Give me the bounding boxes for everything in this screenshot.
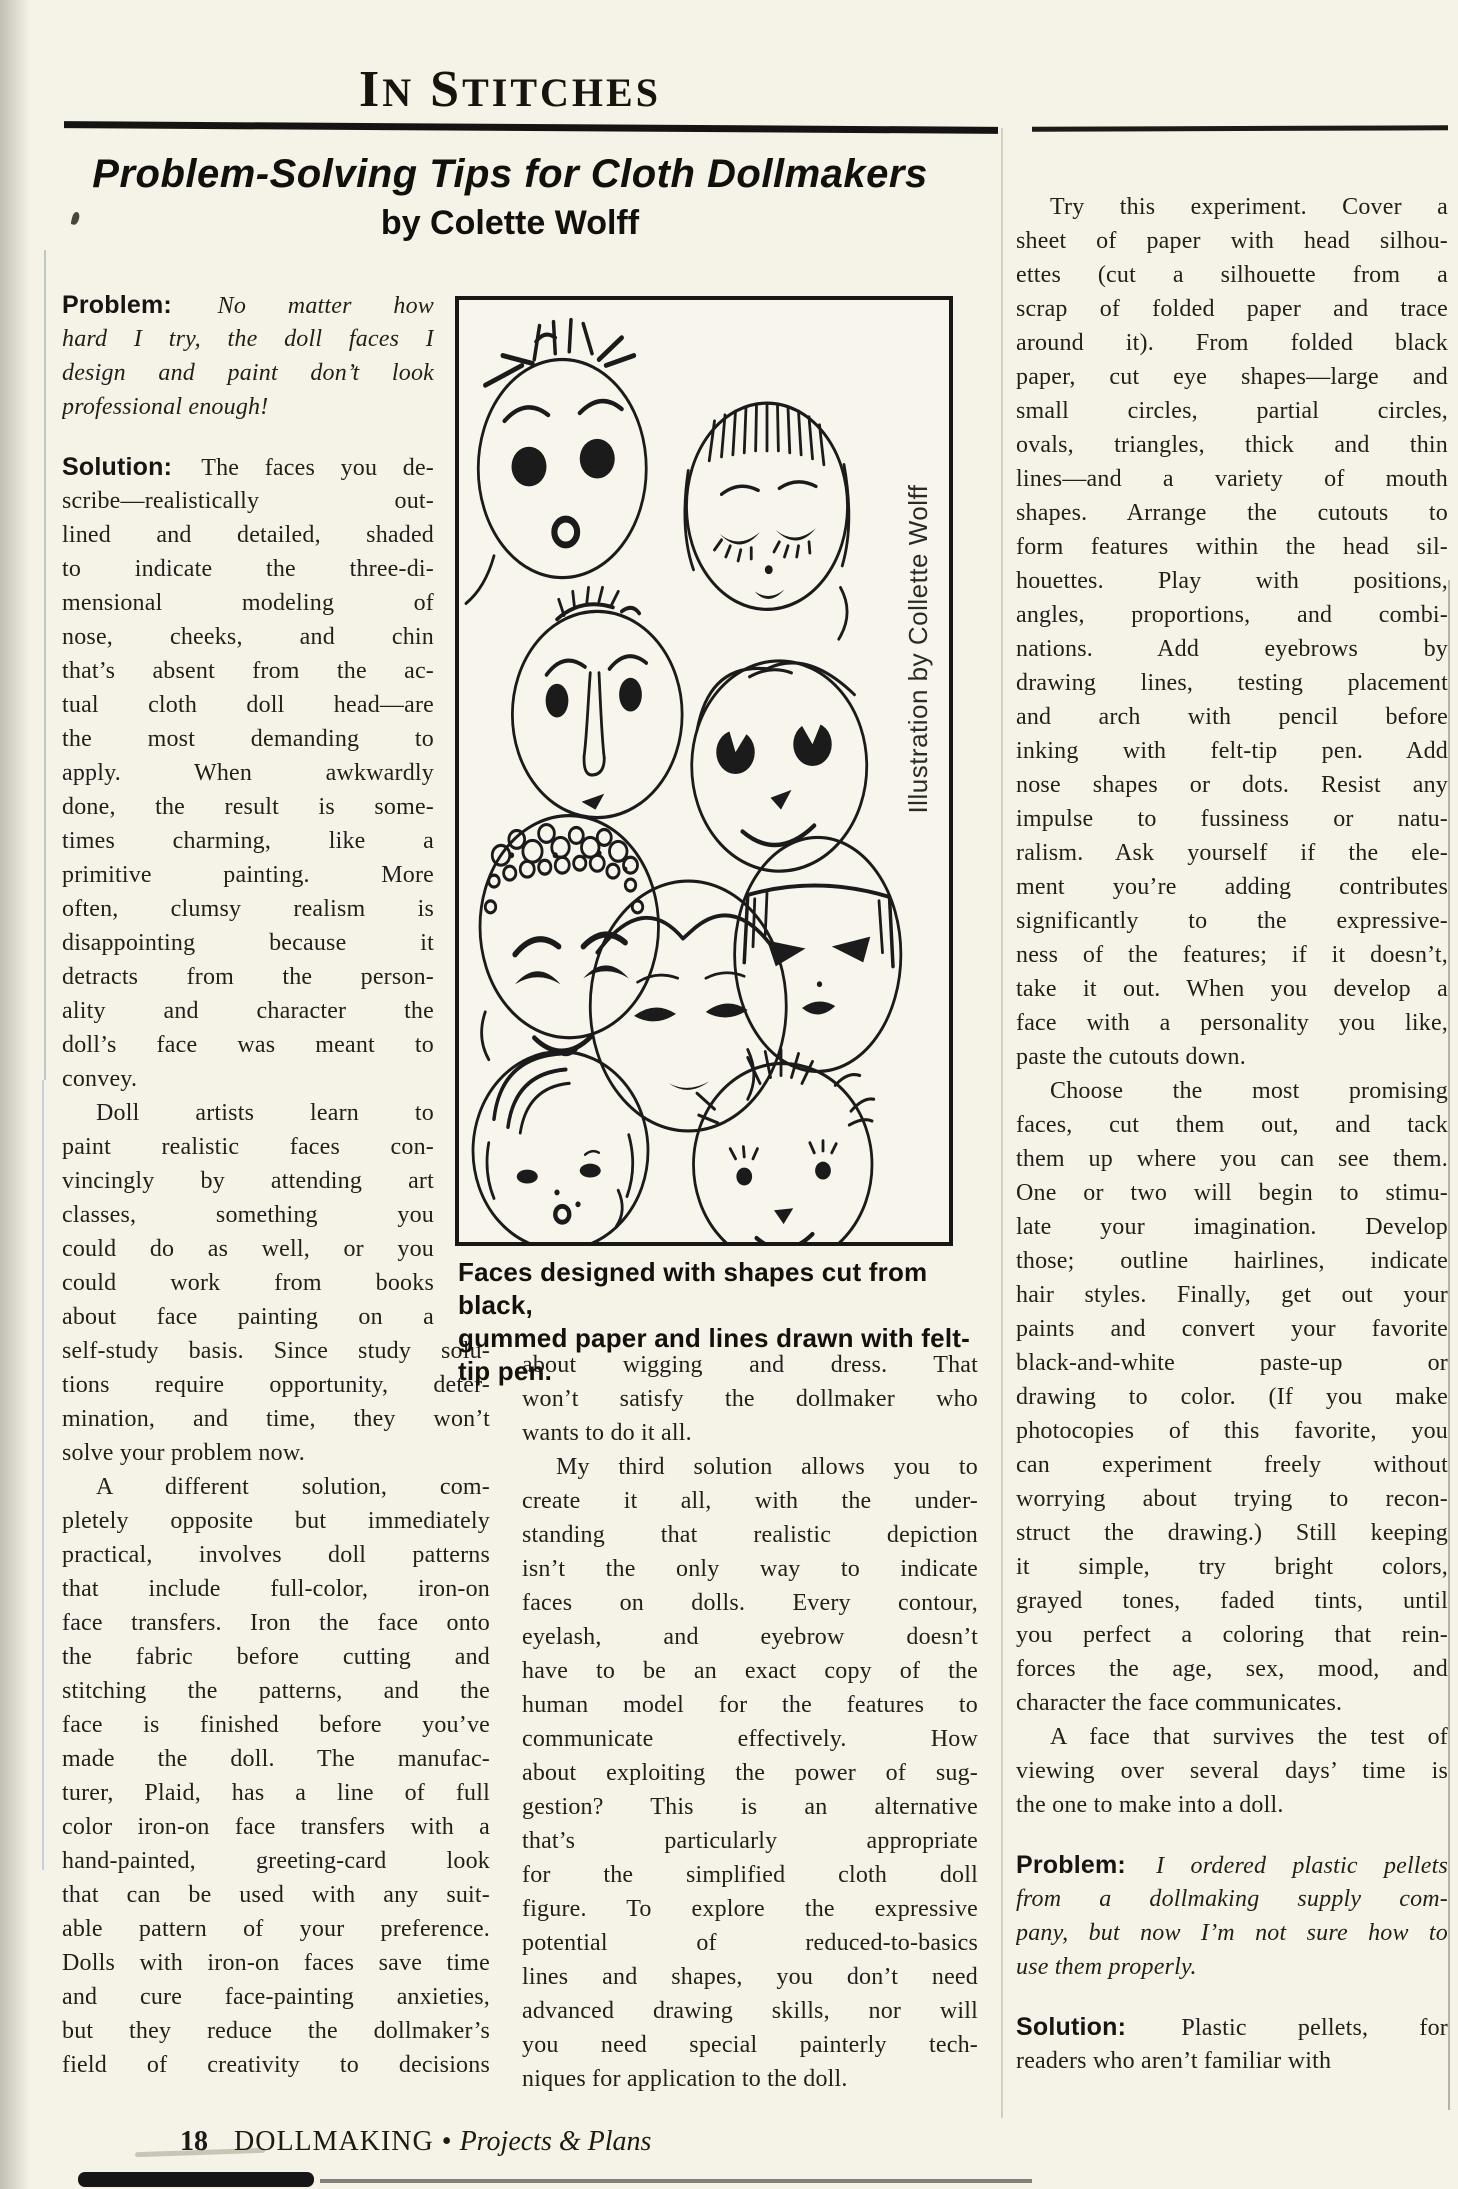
text-line: paper, cut eye shapes—large and <box>1016 364 1448 390</box>
text-line: paints and convert your favorite <box>1016 1316 1448 1342</box>
illustration-credit: Illustration by Collette Wolff <box>903 484 933 814</box>
text-line: ness of the features; if it doesn’t, <box>1016 942 1448 968</box>
text-line: viewing over several days’ time is <box>1016 1758 1448 1784</box>
text-line: hand-painted, greeting-card look <box>62 1848 490 1874</box>
issue-name: Projects & Plans <box>459 2126 652 2157</box>
text-line: doll’s face was meant to <box>62 1032 434 1058</box>
text-line: often, clumsy realism is <box>62 896 434 922</box>
text-line: about wigging and dress. That <box>522 1352 978 1378</box>
text-line: inking with felt-tip pen. Add <box>1016 738 1448 764</box>
text-line: Dolls with iron-on faces save time <box>62 1950 490 1976</box>
paragraph <box>1016 1074 1448 1720</box>
text-line: could work from books <box>62 1270 434 1296</box>
text-line: that can be used with any suit- <box>62 1882 490 1908</box>
text-line: apply. When awkwardly <box>62 760 434 786</box>
text-line: color iron-on face transfers with a <box>62 1814 490 1840</box>
text-line: field of creativity to decisions <box>62 2052 490 2078</box>
text-line: isn’t the only way to indicate <box>522 1556 978 1582</box>
text-line: Problem: No matter how <box>62 291 434 319</box>
text-line: significantly to the expressive- <box>1016 908 1448 934</box>
column-divider <box>1001 128 1003 2118</box>
text-line: nose shapes or dots. Resist any <box>1016 772 1448 798</box>
text-line: Doll artists learn to <box>96 1100 434 1126</box>
scan-artifact <box>42 1080 44 1870</box>
scan-edge-shadow <box>0 0 30 2189</box>
scan-artifact <box>320 2179 1032 2183</box>
text-line: have to be an exact copy of the <box>522 1658 978 1684</box>
text-line: pletely opposite but immediately <box>62 1508 490 1534</box>
text-line: and arch with pencil before <box>1016 704 1448 730</box>
text-line: faces, cut them out, and tack <box>1016 1112 1448 1138</box>
text-line: Choose the most promising <box>1050 1078 1448 1104</box>
paragraph <box>1016 2010 1448 2078</box>
text-line: stitching the patterns, and the <box>62 1678 490 1704</box>
doll-face-smiley <box>692 661 867 871</box>
text-line: the one to make into a doll. <box>1016 1792 1284 1818</box>
text-line: face is finished before you’ve <box>62 1712 490 1738</box>
text-line: use them properly. <box>1016 1954 1197 1980</box>
text-line: character the face communicates. <box>1016 1690 1343 1716</box>
text-line: self-study basis. Since study solu- <box>62 1338 490 1364</box>
text-line: My third solution allows you to <box>556 1454 978 1480</box>
scan-artifact <box>1448 580 1450 2110</box>
text-line: could do as well, or you <box>62 1236 434 1262</box>
text-line: nations. Add eyebrows by <box>1016 636 1448 662</box>
doll-face-bangs <box>685 403 849 639</box>
left-column-bottom <box>62 1334 490 2082</box>
paragraph-label: Solution: <box>1016 2013 1127 2041</box>
paragraph <box>62 1096 434 1334</box>
text-line: from a dollmaking supply com- <box>1016 1886 1448 1912</box>
text-line: the fabric before cutting and <box>62 1644 490 1670</box>
text-line: mensional modeling of <box>62 590 434 616</box>
text-line: advanced drawing skills, nor will <box>522 1998 978 2024</box>
title-letter: S <box>430 61 463 118</box>
paragraph <box>1016 1848 1448 1984</box>
text-line: create it all, with the under- <box>522 1488 978 1514</box>
text-line: it simple, try bright colors, <box>1016 1554 1448 1580</box>
text-line: that include full-color, iron-on <box>62 1576 490 1602</box>
paragraph <box>62 1334 490 1470</box>
text-line: potential of reduced-to-basics <box>522 1930 978 1956</box>
text-line: primitive painting. More <box>62 862 434 888</box>
text-line: you need special painterly tech- <box>522 2032 978 2058</box>
text-line: ralism. Ask yourself if the ele- <box>1016 840 1448 866</box>
illustration-caption <box>458 1256 970 1388</box>
text-line: scribe—realistically out- <box>62 488 434 514</box>
text-line: impulse to fussiness or natu- <box>1016 806 1448 832</box>
paragraph <box>62 1470 490 2082</box>
title-rule <box>64 121 998 134</box>
doll-face-long-nose <box>512 588 682 818</box>
caption-line: gummed paper and lines drawn with felt-tip pen. <box>458 1323 970 1386</box>
text-line: Solution: The faces you de- <box>62 453 434 481</box>
text-line: you perfect a coloring that rein- <box>1016 1622 1448 1648</box>
paragraph-label: Problem: <box>1016 1851 1126 1879</box>
text-line: design and paint don’t look <box>62 360 434 386</box>
doll-face-bouffant <box>473 1052 648 1242</box>
text-line: ovals, triangles, thick and thin <box>1016 432 1448 458</box>
doll-face-curly <box>480 816 659 1060</box>
text-line: for the simplified cloth doll <box>522 1862 978 1888</box>
text-line: hair styles. Finally, get out your <box>1016 1282 1448 1308</box>
text-line: paint realistic faces con- <box>62 1134 434 1160</box>
doll-face-baby <box>694 1050 874 1242</box>
text-line: drawing to color. (If you make <box>1016 1384 1448 1410</box>
text-line: that’s absent from the ac- <box>62 658 434 684</box>
text-line: forces the age, sex, mood, and <box>1016 1656 1448 1682</box>
text-line: turer, Plaid, has a line of full <box>62 1780 490 1806</box>
text-line: those; outline hairlines, indicate <box>1016 1248 1448 1274</box>
text-line: One or two will begin to stimu- <box>1016 1180 1448 1206</box>
text-line: times charming, like a <box>62 828 434 854</box>
scan-artifact <box>78 2172 314 2187</box>
article-title <box>40 61 980 119</box>
text-line: human model for the features to <box>522 1692 978 1718</box>
text-line: photocopies of this favorite, you <box>1016 1418 1448 1444</box>
text-line: about face painting on a <box>62 1304 434 1330</box>
text-line: can experiment freely without <box>1016 1452 1448 1478</box>
text-line: grayed tones, faded tints, until <box>1016 1588 1448 1614</box>
text-line: nose, cheeks, and chin <box>62 624 434 650</box>
right-column <box>1016 190 1448 2078</box>
text-line: readers who aren’t familiar with <box>1016 2048 1332 2074</box>
text-line: classes, something you <box>62 1202 434 1228</box>
text-line: drawing lines, testing placement <box>1016 670 1448 696</box>
page-footer <box>180 2126 651 2158</box>
footer-separator: • <box>441 2126 452 2157</box>
text-line: paste the cutouts down. <box>1016 1044 1246 1070</box>
text-line: worrying about trying to recon- <box>1016 1486 1448 1512</box>
text-line: struct the drawing.) Still keeping <box>1016 1520 1448 1546</box>
text-line: convey. <box>62 1066 138 1092</box>
middle-column <box>522 1348 978 2096</box>
paragraph <box>62 288 434 424</box>
title-letter: I <box>359 61 383 118</box>
text-line: around it). From folded black <box>1016 330 1448 356</box>
text-line: black-and-white paste-up or <box>1016 1350 1448 1376</box>
text-line: that’s particularly appropriate <box>522 1828 978 1854</box>
text-line: mination, and time, they won’t <box>62 1406 490 1432</box>
text-line: vincingly by attending art <box>62 1168 434 1194</box>
text-line: ettes (cut a silhouette from a <box>1016 262 1448 288</box>
text-line: done, the result is some- <box>62 794 434 820</box>
doll-face-fierce <box>735 837 901 1099</box>
article-subtitle: Problem-Solving Tips for Cloth Dollmakers <box>92 152 928 196</box>
text-line: face transfers. Iron the face onto <box>62 1610 490 1636</box>
text-line: form features within the head sil- <box>1016 534 1448 560</box>
paragraph-label: Problem: <box>62 291 172 319</box>
left-column-top <box>62 288 434 1334</box>
text-line: ment you’re adding contributes <box>1016 874 1448 900</box>
text-line: standing that realistic depiction <box>522 1522 978 1548</box>
text-line: houettes. Play with positions, <box>1016 568 1448 594</box>
text-line: tions require opportunity, deter- <box>62 1372 490 1398</box>
paragraph <box>62 450 434 1096</box>
magazine-name: DOLLMAKING <box>234 2126 434 2157</box>
text-line: figure. To explore the expressive <box>522 1896 978 1922</box>
text-line: won’t satisfy the dollmaker who <box>522 1386 978 1412</box>
text-line: A face that survives the test of <box>1050 1724 1448 1750</box>
text-line: scrap of folded paper and trace <box>1016 296 1448 322</box>
paragraph <box>1016 1720 1448 1822</box>
text-line: solve your problem now. <box>62 1440 306 1466</box>
text-line: lined and detailed, shaded <box>62 522 434 548</box>
title-letters: TITCHES <box>462 70 661 115</box>
text-line: shapes. Arrange the cutouts to <box>1016 500 1448 526</box>
text-line: Problem: I ordered plastic pellets <box>1016 1851 1448 1879</box>
text-line: eyelash, and eyebrow doesn’t <box>522 1624 978 1650</box>
text-line: able pattern of your preference. <box>62 1916 490 1942</box>
text-line: pany, but now I’m not sure how to <box>1016 1920 1448 1946</box>
text-line: lines and shapes, you don’t need <box>522 1964 978 1990</box>
text-line: and cure face-painting anxieties, <box>62 1984 490 2010</box>
text-line: tual cloth doll head—are <box>62 692 434 718</box>
text-line: Solution: Plastic pellets, for <box>1016 2013 1448 2041</box>
paragraph <box>1016 190 1448 1074</box>
text-line: niques for application to the doll. <box>522 2066 848 2092</box>
text-line: made the doll. The manufac- <box>62 1746 490 1772</box>
illustration-frame <box>455 296 953 1246</box>
text-line: the most demanding to <box>62 726 434 752</box>
text-line: A different solution, com- <box>96 1474 490 1500</box>
text-line: practical, involves doll patterns <box>62 1542 490 1568</box>
text-line: angles, proportions, and combi- <box>1016 602 1448 628</box>
doll-faces-drawing <box>459 300 949 1242</box>
text-line: about exploiting the power of sug- <box>522 1760 978 1786</box>
text-line: sheet of paper with head silhou- <box>1016 228 1448 254</box>
text-line: professional enough! <box>62 394 269 420</box>
text-line: lines—and a variety of mouth <box>1016 466 1448 492</box>
text-line: communicate effectively. How <box>522 1726 978 1752</box>
text-line: Try this experiment. Cover a <box>1050 194 1448 220</box>
text-line: but they reduce the dollmaker’s <box>62 2018 490 2044</box>
text-line: detracts from the person- <box>62 964 434 990</box>
scan-artifact <box>44 250 46 1080</box>
title-letters: N <box>382 70 415 115</box>
doll-face-serene <box>590 881 786 1131</box>
text-line: wants to do it all. <box>522 1420 692 1446</box>
text-line: small circles, partial circles, <box>1016 398 1448 424</box>
doll-face-surprised <box>466 320 646 604</box>
caption-line: Faces designed with shapes cut from black, <box>458 1257 928 1320</box>
text-line: hard I try, the doll faces I <box>62 326 434 352</box>
article-byline: by Colette Wolff <box>380 204 640 242</box>
paragraph <box>522 1450 978 2096</box>
text-line: ality and character the <box>62 998 434 1024</box>
text-line: them up where you can see them. <box>1016 1146 1448 1172</box>
text-line: face with a personality you like, <box>1016 1010 1448 1036</box>
text-line: gestion? This is an alternative <box>522 1794 978 1820</box>
right-column-rule <box>1032 125 1448 131</box>
paragraph-label: Solution: <box>62 453 173 481</box>
text-line: faces on dolls. Every contour, <box>522 1590 978 1616</box>
text-line: late your imagination. Develop <box>1016 1214 1448 1240</box>
text-line: to indicate the three-di- <box>62 556 434 582</box>
text-line: disappointing because it <box>62 930 434 956</box>
text-line: take it out. When you develop a <box>1016 976 1448 1002</box>
page-number: 18 <box>180 2126 208 2157</box>
